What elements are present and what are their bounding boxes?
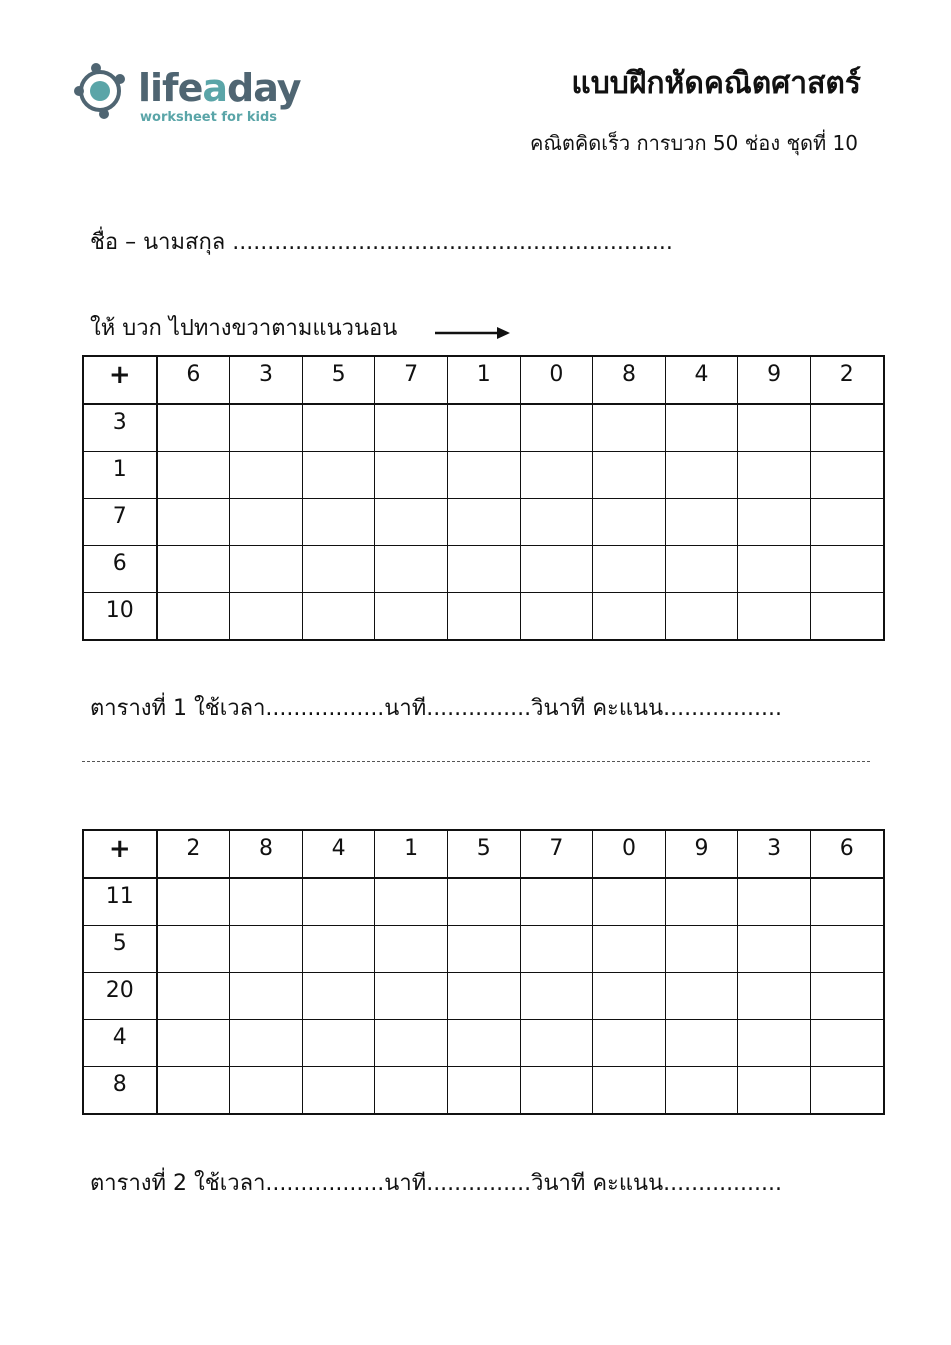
answer-cell[interactable] xyxy=(810,1020,883,1067)
answer-cell[interactable] xyxy=(665,546,738,593)
answer-cell[interactable] xyxy=(738,404,811,452)
score-line-1: ตารางที่ 1 ใช้เวลา.................นาที...............วินาที คะแนน................. xyxy=(90,696,783,721)
instruction-text: ให้ บวก ไปทางขวาตามแนวนอน xyxy=(90,316,398,341)
table-row xyxy=(83,926,884,973)
table-row xyxy=(83,499,884,546)
answer-cell[interactable] xyxy=(302,546,375,593)
answer-cell[interactable] xyxy=(230,1020,303,1067)
table-row xyxy=(83,593,884,641)
answer-cell[interactable] xyxy=(375,1067,448,1115)
answer-cell[interactable] xyxy=(593,1067,666,1115)
top-number-cell: 3 xyxy=(230,356,303,404)
left-number-cell: 4 xyxy=(83,1020,157,1067)
table-row xyxy=(83,404,884,452)
table-row xyxy=(83,546,884,593)
answer-cell[interactable] xyxy=(810,499,883,546)
answer-cell[interactable] xyxy=(665,593,738,641)
answer-cell[interactable] xyxy=(447,1020,520,1067)
answer-cell[interactable] xyxy=(157,404,230,452)
answer-cell[interactable] xyxy=(665,452,738,499)
answer-cell[interactable] xyxy=(665,973,738,1020)
dashed-divider xyxy=(82,761,870,762)
left-number-cell: 5 xyxy=(83,926,157,973)
answer-cell[interactable] xyxy=(665,926,738,973)
operator-cell: + xyxy=(83,830,157,878)
answer-cell[interactable] xyxy=(230,926,303,973)
answer-cell[interactable] xyxy=(447,593,520,641)
top-number-cell: 4 xyxy=(665,356,738,404)
answer-cell[interactable] xyxy=(157,452,230,499)
top-number-cell: 9 xyxy=(738,356,811,404)
answer-cell[interactable] xyxy=(375,1020,448,1067)
answer-cell[interactable] xyxy=(520,546,593,593)
top-number-cell: 6 xyxy=(157,356,230,404)
answer-cell[interactable] xyxy=(302,878,375,926)
answer-cell[interactable] xyxy=(157,926,230,973)
operator-cell: + xyxy=(83,356,157,404)
answer-cell[interactable] xyxy=(520,1020,593,1067)
answer-cell[interactable] xyxy=(810,973,883,1020)
answer-cell[interactable] xyxy=(738,593,811,641)
top-number-cell: 2 xyxy=(157,830,230,878)
left-number-cell: 6 xyxy=(83,546,157,593)
answer-cell[interactable] xyxy=(520,973,593,1020)
left-number-cell: 8 xyxy=(83,1067,157,1115)
top-number-cell: 7 xyxy=(520,830,593,878)
answer-cell[interactable] xyxy=(593,452,666,499)
answer-cell[interactable] xyxy=(520,593,593,641)
top-number-cell: 0 xyxy=(520,356,593,404)
answer-cell[interactable] xyxy=(230,973,303,1020)
answer-cell[interactable] xyxy=(810,546,883,593)
table-row xyxy=(83,1020,884,1067)
table-row xyxy=(83,1067,884,1115)
score-line-2: ตารางที่ 2 ใช้เวลา.................นาที...............วินาที คะแนน................. xyxy=(90,1171,783,1196)
top-number-cell: 1 xyxy=(447,356,520,404)
answer-cell[interactable] xyxy=(447,973,520,1020)
answer-cell[interactable] xyxy=(520,452,593,499)
answer-cell[interactable] xyxy=(738,973,811,1020)
answer-cell[interactable] xyxy=(810,404,883,452)
answer-cell[interactable] xyxy=(738,1020,811,1067)
answer-cell[interactable] xyxy=(593,1020,666,1067)
answer-cell[interactable] xyxy=(447,926,520,973)
left-number-cell: 7 xyxy=(83,499,157,546)
left-number-cell: 3 xyxy=(83,404,157,452)
answer-cell[interactable] xyxy=(302,404,375,452)
answer-cell[interactable] xyxy=(665,1020,738,1067)
answer-cell[interactable] xyxy=(738,452,811,499)
left-number-cell: 1 xyxy=(83,452,157,499)
name-field-line: ชื่อ – นามสกุล ............................................................... xyxy=(90,230,673,255)
answer-cell[interactable] xyxy=(593,593,666,641)
top-number-cell: 3 xyxy=(738,830,811,878)
top-number-cell: 9 xyxy=(665,830,738,878)
answer-cell[interactable] xyxy=(520,878,593,926)
left-number-cell: 10 xyxy=(83,593,157,641)
answer-cell[interactable] xyxy=(447,1067,520,1115)
answer-cell[interactable] xyxy=(665,499,738,546)
left-number-cell: 11 xyxy=(83,878,157,926)
answer-cell[interactable] xyxy=(810,452,883,499)
answer-cell[interactable] xyxy=(520,926,593,973)
answer-cell[interactable] xyxy=(157,1020,230,1067)
top-number-cell: 7 xyxy=(375,356,448,404)
answer-cell[interactable] xyxy=(302,499,375,546)
answer-cell[interactable] xyxy=(375,546,448,593)
addition-table-2 xyxy=(82,829,885,1115)
answer-cell[interactable] xyxy=(593,546,666,593)
top-number-cell: 4 xyxy=(302,830,375,878)
answer-cell[interactable] xyxy=(375,973,448,1020)
answer-cell[interactable] xyxy=(230,499,303,546)
answer-cell[interactable] xyxy=(593,878,666,926)
answer-cell[interactable] xyxy=(230,593,303,641)
logo-tagline: worksheet for kids xyxy=(140,110,278,125)
answer-cell[interactable] xyxy=(375,404,448,452)
answer-cell[interactable] xyxy=(302,593,375,641)
top-number-cell: 2 xyxy=(810,356,883,404)
logo-wordmark: lifeaday xyxy=(138,66,301,110)
answer-cell[interactable] xyxy=(738,926,811,973)
answer-cell[interactable] xyxy=(738,499,811,546)
table-row xyxy=(83,973,884,1020)
answer-cell[interactable] xyxy=(520,1067,593,1115)
answer-cell[interactable] xyxy=(447,452,520,499)
answer-cell[interactable] xyxy=(665,404,738,452)
answer-cell[interactable] xyxy=(302,452,375,499)
answer-cell[interactable] xyxy=(447,404,520,452)
answer-cell[interactable] xyxy=(810,878,883,926)
answer-cell[interactable] xyxy=(375,452,448,499)
answer-cell[interactable] xyxy=(593,499,666,546)
answer-cell[interactable] xyxy=(302,973,375,1020)
answer-cell[interactable] xyxy=(810,593,883,641)
top-number-cell: 0 xyxy=(593,830,666,878)
table-header-row xyxy=(83,356,884,404)
answer-cell[interactable] xyxy=(520,499,593,546)
table-row xyxy=(83,878,884,926)
arrow-right-icon xyxy=(435,326,511,340)
answer-cell[interactable] xyxy=(375,593,448,641)
answer-cell[interactable] xyxy=(230,404,303,452)
answer-cell[interactable] xyxy=(447,878,520,926)
top-number-cell: 8 xyxy=(230,830,303,878)
table-header-row xyxy=(83,830,884,878)
answer-cell[interactable] xyxy=(230,1067,303,1115)
answer-cell[interactable] xyxy=(157,973,230,1020)
answer-cell[interactable] xyxy=(520,404,593,452)
answer-cell[interactable] xyxy=(738,878,811,926)
answer-cell[interactable] xyxy=(375,926,448,973)
page-title: แบบฝึกหัดคณิตศาสตร์ xyxy=(571,66,861,101)
table-row xyxy=(83,452,884,499)
answer-cell[interactable] xyxy=(157,499,230,546)
answer-cell[interactable] xyxy=(447,546,520,593)
answer-cell[interactable] xyxy=(302,1020,375,1067)
logo-molecule-icon xyxy=(74,60,136,122)
page-subtitle: คณิตคิดเร็ว การบวก 50 ช่อง ชุดที่ 10 xyxy=(530,131,858,155)
answer-cell[interactable] xyxy=(157,546,230,593)
answer-cell[interactable] xyxy=(375,499,448,546)
answer-cell[interactable] xyxy=(593,404,666,452)
answer-cell[interactable] xyxy=(302,1067,375,1115)
logo xyxy=(74,60,314,130)
answer-cell[interactable] xyxy=(230,878,303,926)
top-number-cell: 5 xyxy=(447,830,520,878)
answer-cell[interactable] xyxy=(230,546,303,593)
answer-cell[interactable] xyxy=(157,878,230,926)
addition-table-1 xyxy=(82,355,885,641)
answer-cell[interactable] xyxy=(738,546,811,593)
answer-cell[interactable] xyxy=(447,499,520,546)
answer-cell[interactable] xyxy=(738,1067,811,1115)
answer-cell[interactable] xyxy=(593,926,666,973)
answer-cell[interactable] xyxy=(665,1067,738,1115)
answer-cell[interactable] xyxy=(665,878,738,926)
answer-cell[interactable] xyxy=(302,926,375,973)
top-number-cell: 1 xyxy=(375,830,448,878)
answer-cell[interactable] xyxy=(593,973,666,1020)
answer-cell[interactable] xyxy=(230,452,303,499)
left-number-cell: 20 xyxy=(83,973,157,1020)
answer-cell[interactable] xyxy=(157,1067,230,1115)
answer-cell[interactable] xyxy=(375,878,448,926)
top-number-cell: 6 xyxy=(810,830,883,878)
answer-cell[interactable] xyxy=(810,1067,883,1115)
answer-cell[interactable] xyxy=(810,926,883,973)
answer-cell[interactable] xyxy=(157,593,230,641)
top-number-cell: 5 xyxy=(302,356,375,404)
top-number-cell: 8 xyxy=(593,356,666,404)
